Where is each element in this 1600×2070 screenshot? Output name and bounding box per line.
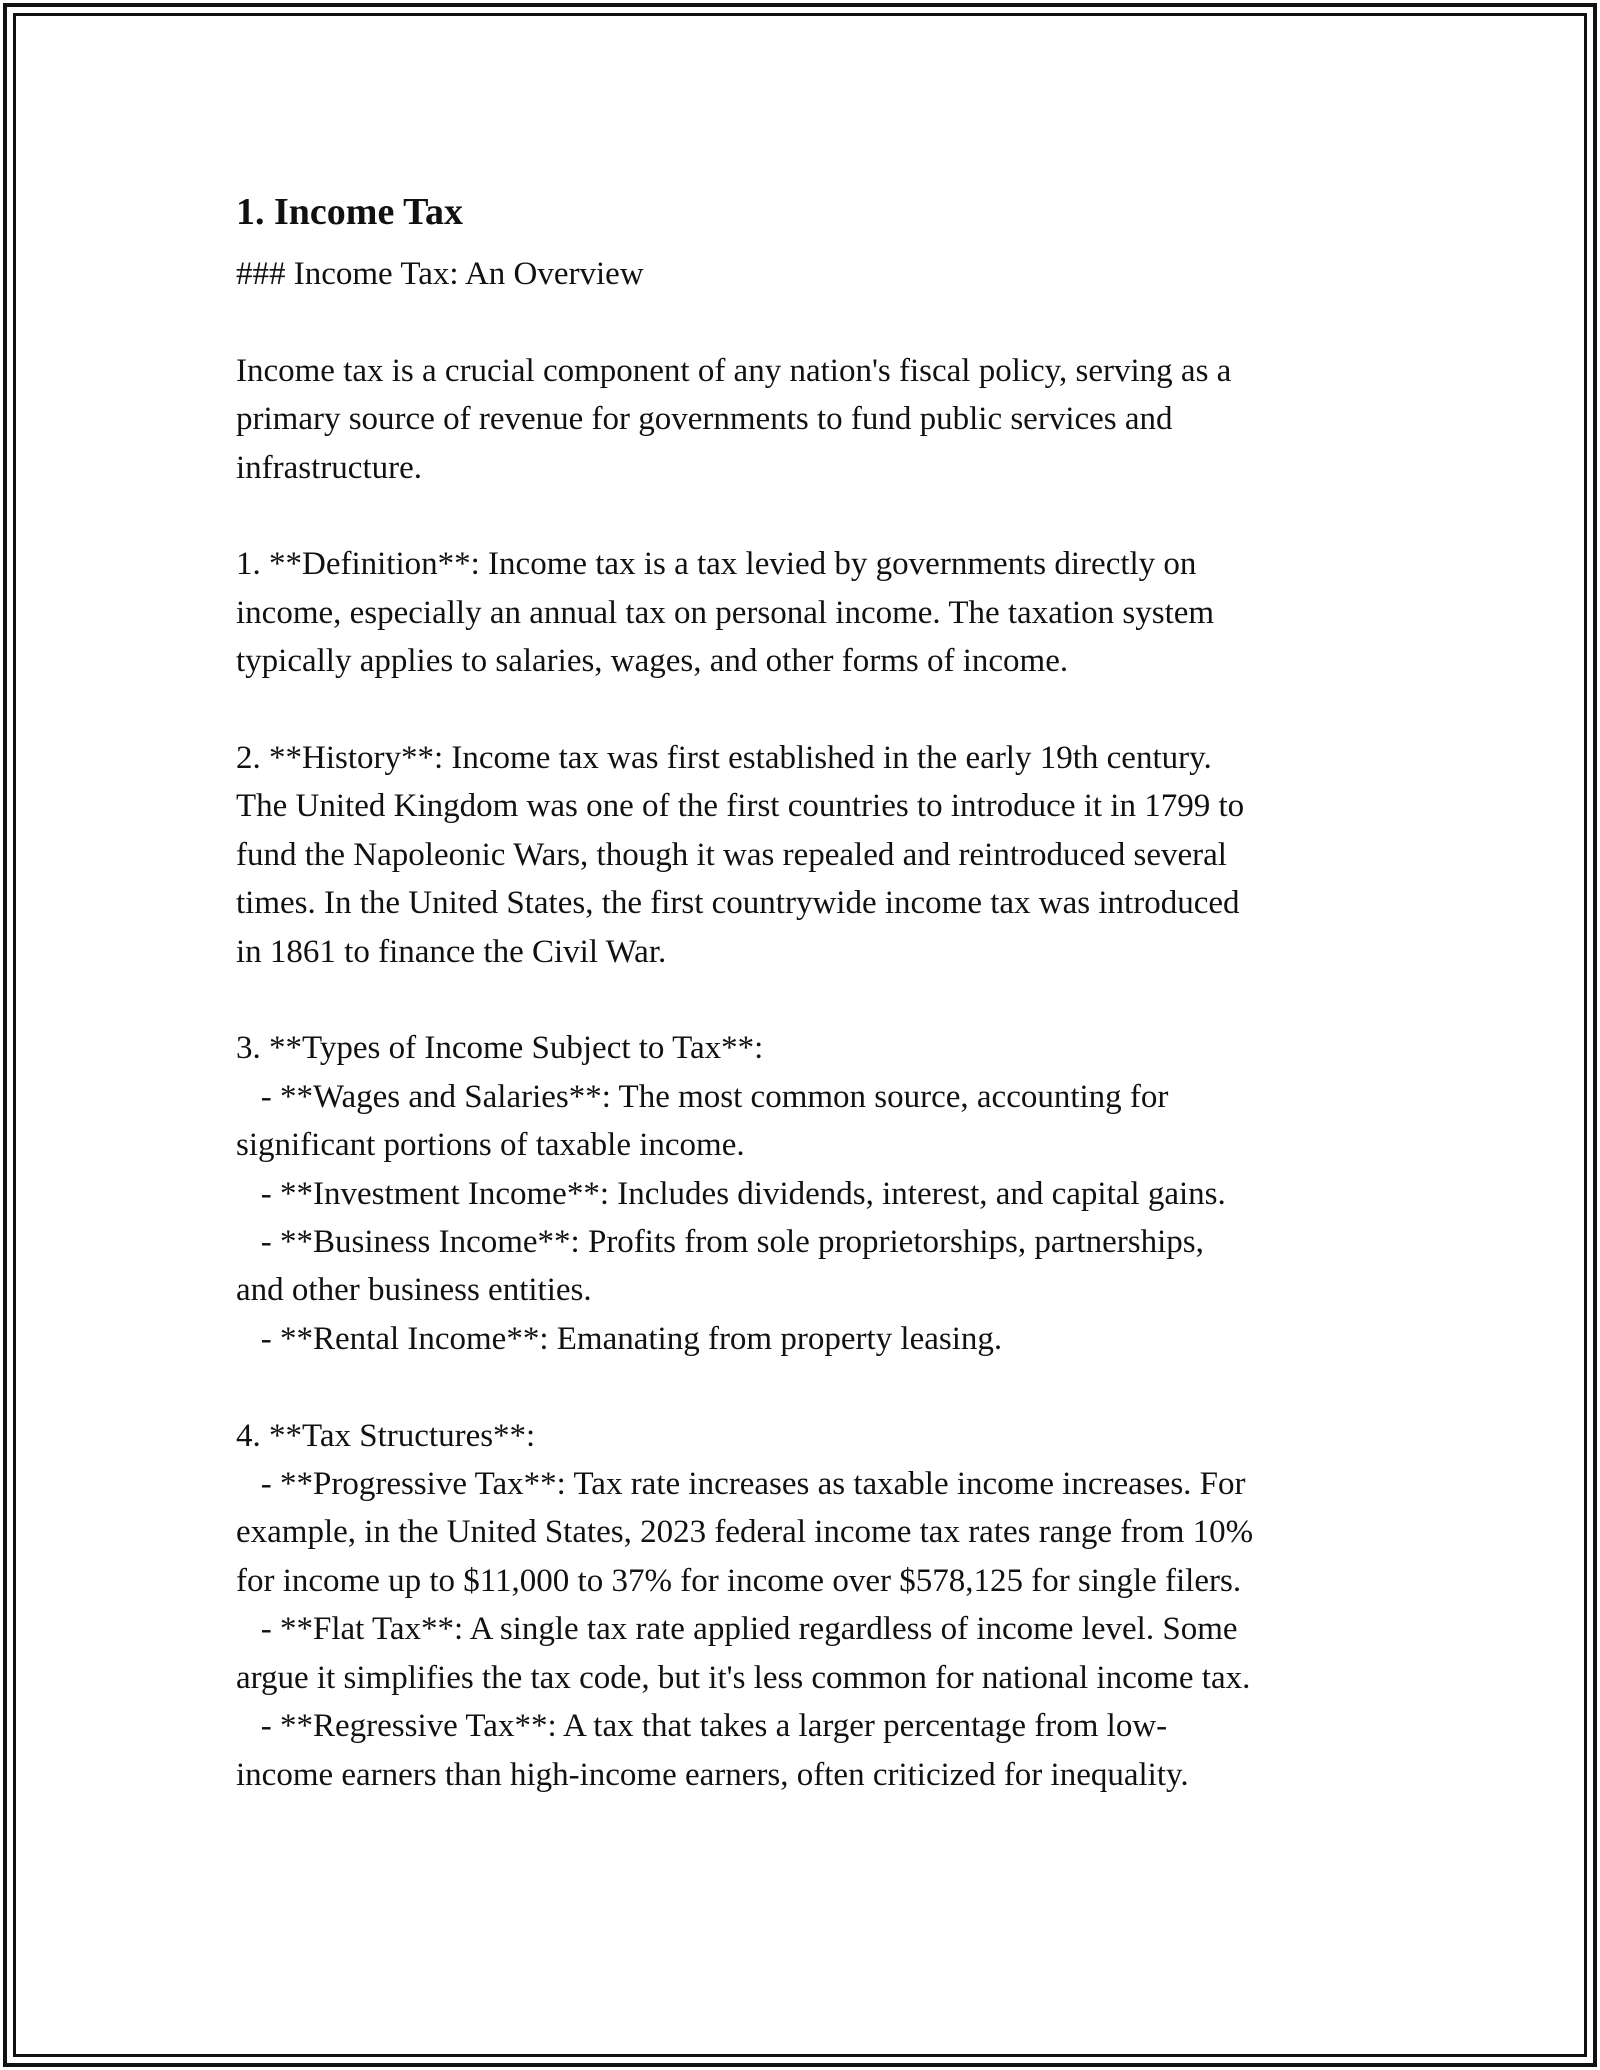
list-item: - **Investment Income**: Includes dividends, interest, and capital gains. [236,1175,1226,1212]
list-item: - **Rental Income**: Emanating from property leasing. [236,1320,1003,1357]
document-title: 1. Income Tax [236,191,463,233]
intro-paragraph [236,347,1386,492]
text-line: typically applies to salaries, wages, and other forms of income. [236,643,1069,680]
text-line: times. In the United States, the first countrywide income tax was introduced [236,885,1240,922]
text-line: significant portions of taxable income. [236,1127,745,1164]
text-line: example, in the United States, 2023 federal income tax rates range from 10% [236,1514,1254,1551]
document-body [236,186,1386,1799]
text-line: 2. **History**: Income tax was first established in the early 19th century. [236,740,1212,777]
definition-section [236,540,1386,685]
paragraph-gap [236,298,1386,346]
list-item: - **Flat Tax**: A single tax rate applied regardless of income level. Some [236,1611,1238,1648]
text-line: 1. **Definition**: Income tax is a tax levied by governments directly on [236,546,1197,583]
text-line: The United Kingdom was one of the first countries to introduce it in 1799 to [236,788,1245,825]
text-line: argue it simplifies the tax code, but it's less common for national income tax. [236,1659,1251,1696]
text-line: in 1861 to finance the Civil War. [236,933,667,970]
subheading: ### Income Tax: An Overview [236,256,644,292]
text-line: Income tax is a crucial component of any nation's fiscal policy, serving as a [236,352,1232,389]
list-item: - **Business Income**: Profits from sole proprietorships, partnerships, [236,1224,1204,1261]
paragraph-gap [236,1363,1386,1411]
section-heading: 3. **Types of Income Subject to Tax**: [236,1030,764,1067]
text-line: and other business entities. [236,1272,592,1309]
list-item: - **Regressive Tax**: A tax that takes a larger percentage from low- [236,1708,1168,1745]
history-section [236,734,1386,976]
text-line: infrastructure. [236,449,422,486]
text-line: for income up to $11,000 to 37% for income over $578,125 for single filers. [236,1562,1242,1599]
list-item: - **Wages and Salaries**: The most common source, accounting for [236,1078,1169,1115]
list-item: - **Progressive Tax**: Tax rate increases as taxable income increases. For [236,1466,1246,1503]
text-line: primary source of revenue for governments to fund public services and [236,401,1173,438]
paragraph-gap [236,686,1386,734]
paragraph-gap [236,492,1386,540]
tax-structures-section [236,1412,1386,1799]
section-heading: 4. **Tax Structures**: [236,1417,536,1454]
text-line: income, especially an annual tax on personal income. The taxation system [236,594,1215,631]
paragraph-gap [236,976,1386,1024]
text-line: income earners than high-income earners, often criticized for inequality. [236,1756,1189,1793]
text-line: fund the Napoleonic Wars, though it was repealed and reintroduced several [236,836,1227,873]
income-types-section [236,1024,1386,1363]
